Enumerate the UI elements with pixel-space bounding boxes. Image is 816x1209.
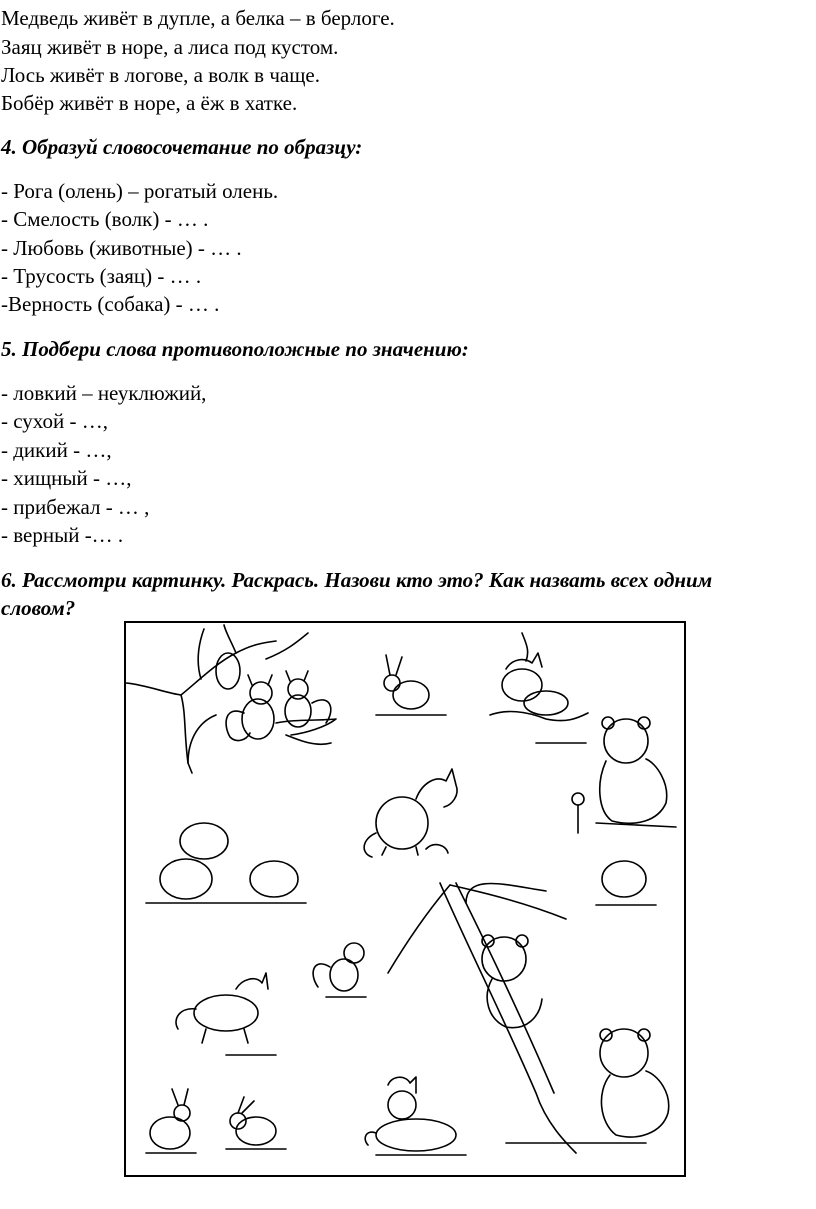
intro-line: Заяц живёт в норе, а лиса под кустом. — [1, 35, 339, 59]
hedgehog-icon — [146, 823, 306, 903]
task6-heading: 6. Рассмотри картинку. Раскрась. Назови кто это? Как назвать всех одним — [1, 568, 713, 592]
palm-tree-icon — [388, 883, 646, 1153]
task5-item: - сухой - …, — [1, 409, 108, 433]
forest-animals-picture — [124, 621, 686, 1177]
hedgehog-icon — [596, 861, 656, 905]
fox-icon — [490, 633, 588, 743]
hare-icon — [376, 655, 446, 715]
fox-icon — [365, 1077, 466, 1155]
task5-item: - прибежал - … , — [1, 495, 150, 519]
task4-heading: 4. Образуй словосочетание по образцу: — [1, 135, 363, 159]
task4-item: - Смелость (волк) - … . — [1, 207, 209, 231]
flower-icon — [572, 793, 584, 833]
task5-item: - хищный - …, — [1, 466, 132, 490]
task6-heading-cont: словом? — [1, 596, 76, 620]
tree-icon — [126, 625, 336, 773]
hare-icon — [226, 1097, 286, 1149]
task4-item: - Любовь (животные) - … . — [1, 236, 242, 260]
bear-cub-icon — [482, 935, 542, 1028]
intro-line: Бобёр живёт в норе, а ёж в хатке. — [1, 91, 298, 115]
wolf-icon — [364, 769, 457, 857]
task4-item: -Верность (собака) - … . — [1, 292, 220, 316]
intro-line: Лось живёт в логове, а волк в чаще. — [1, 63, 320, 87]
task4-item: - Рога (олень) – рогатый олень. — [1, 179, 279, 203]
task5-item: - дикий - …, — [1, 438, 112, 462]
bear-cub-icon — [596, 717, 676, 827]
task5-item: - ловкий – неуклюжий, — [1, 381, 207, 405]
task5-heading: 5. Подбери слова противоположные по значению: — [1, 337, 469, 361]
intro-line: Медведь живёт в дупле, а белка – в берлоге. — [1, 6, 395, 30]
squirrel-icon — [313, 943, 366, 997]
task5-item: - верный -… . — [1, 523, 124, 547]
bear-cub-icon — [600, 1029, 669, 1137]
hare-icon — [146, 1089, 196, 1153]
fox-icon — [176, 973, 276, 1055]
task4-item: - Трусость (заяц) - … . — [1, 264, 202, 288]
